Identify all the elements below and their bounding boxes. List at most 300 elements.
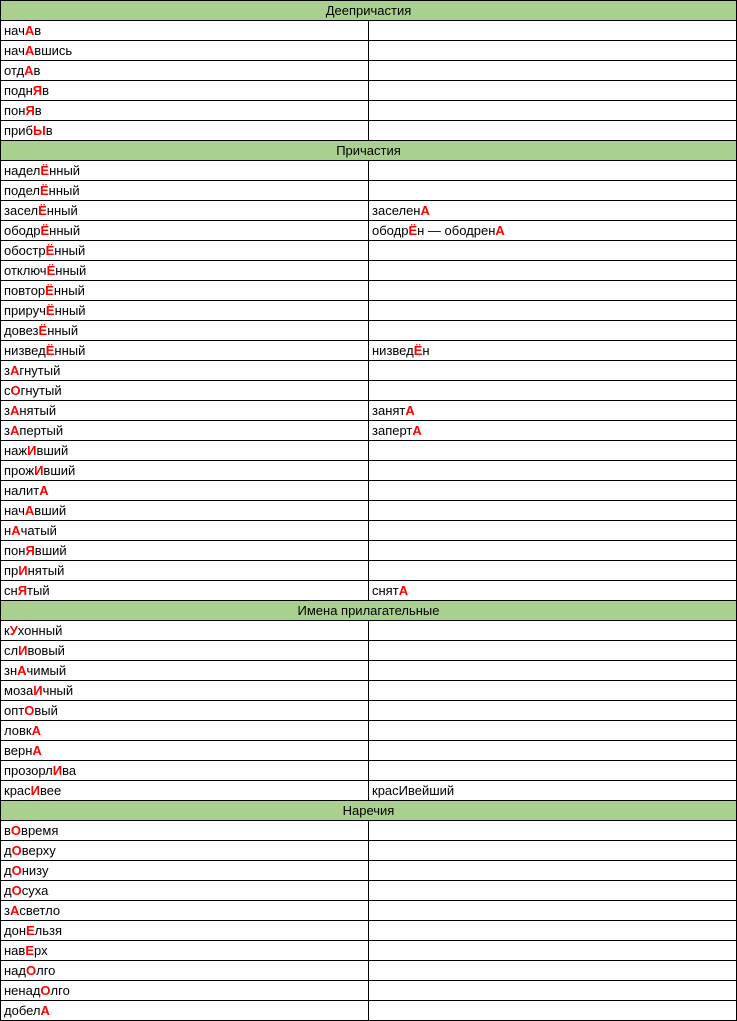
word-part: нятый (27, 563, 65, 578)
table-row (1, 841, 737, 861)
note-cell[interactable] (369, 881, 737, 901)
word-part: ободр (4, 223, 41, 238)
note-cell[interactable] (369, 41, 737, 61)
word-part: нный (54, 303, 86, 318)
stressed-letter: А (24, 63, 34, 78)
word-cell[interactable] (1, 621, 369, 641)
table-row (1, 201, 737, 221)
stressed-letter: А (31, 723, 41, 738)
word-part: в (33, 63, 41, 78)
word-part: н (422, 343, 430, 358)
stressed-letter: А (495, 223, 505, 238)
word-part: налит (4, 483, 40, 498)
word-part: лго (36, 963, 56, 978)
word-cell[interactable] (1, 221, 369, 241)
word-part: красИвейший (372, 783, 455, 798)
word-cell[interactable] (1, 661, 369, 681)
table-row (1, 981, 737, 1001)
table-row (1, 221, 737, 241)
table-row (1, 921, 737, 941)
word-part: д (4, 883, 12, 898)
note-cell[interactable] (369, 441, 737, 461)
word-cell[interactable] (1, 441, 369, 461)
word-part: низвед (372, 343, 414, 358)
table-row (1, 61, 737, 81)
stressed-letter: А (9, 423, 20, 438)
note-cell[interactable] (369, 61, 737, 81)
word-part: над (4, 963, 26, 978)
stressed-letter: Ё (46, 263, 56, 278)
stressed-letter: Ё (39, 183, 49, 198)
word-part: нный (53, 283, 85, 298)
word-cell[interactable] (1, 241, 369, 261)
word-part: нач (4, 23, 25, 38)
word-part: заперт (372, 423, 413, 438)
word-part: в (4, 823, 11, 838)
stressed-letter: Ё (40, 223, 50, 238)
note-cell[interactable] (369, 421, 737, 441)
word-part: нный (54, 243, 86, 258)
word-cell[interactable] (1, 461, 369, 481)
note-cell[interactable] (369, 861, 737, 881)
word-part: довез (4, 323, 39, 338)
table-row (1, 81, 737, 101)
word-part: н (4, 523, 12, 538)
stressed-letter: Я (25, 543, 35, 558)
word-part: низу (21, 863, 49, 878)
note-cell[interactable] (369, 481, 737, 501)
table-row (1, 661, 737, 681)
section-title[interactable]: Наречия (1, 801, 737, 821)
word-cell[interactable] (1, 21, 369, 41)
word-part: прозорл (4, 763, 53, 778)
stressed-letter: А (17, 663, 27, 678)
table-row (1, 881, 737, 901)
word-cell[interactable] (1, 361, 369, 381)
word-cell[interactable] (1, 301, 369, 321)
stressed-letter: Е (25, 943, 34, 958)
stressed-letter: О (10, 383, 21, 398)
word-part: в (42, 83, 49, 98)
note-cell[interactable] (369, 301, 737, 321)
stressed-letter: Я (25, 103, 35, 118)
word-part: вший (34, 543, 67, 558)
word-part: подн (4, 83, 33, 98)
note-cell[interactable] (369, 981, 737, 1001)
word-part: вший (34, 503, 67, 518)
note-cell[interactable] (369, 761, 737, 781)
word-cell[interactable] (1, 941, 369, 961)
stressed-letter: Ё (45, 303, 55, 318)
table-row (1, 401, 737, 421)
note-cell[interactable] (369, 561, 737, 581)
stressed-letter: Ё (45, 343, 55, 358)
word-cell[interactable] (1, 781, 369, 801)
note-cell[interactable] (369, 741, 737, 761)
section-header-row (1, 1, 737, 21)
word-part: лго (50, 983, 70, 998)
word-cell[interactable] (1, 401, 369, 421)
stressed-letter: Ё (45, 283, 54, 298)
word-part: з (4, 423, 10, 438)
word-cell[interactable] (1, 501, 369, 521)
word-part: нный (49, 163, 81, 178)
word-part: дон (4, 923, 26, 938)
stressed-letter: А (32, 743, 42, 758)
word-part: гнутый (20, 383, 62, 398)
word-part: опт (4, 703, 25, 718)
word-part: верху (21, 843, 56, 858)
word-part: заселен (372, 203, 421, 218)
section-header-row (1, 141, 737, 161)
word-part: льзя (34, 923, 63, 938)
table-row (1, 381, 737, 401)
table-row (1, 941, 737, 961)
note-cell[interactable] (369, 221, 737, 241)
note-cell[interactable] (369, 281, 737, 301)
note-cell[interactable] (369, 401, 737, 421)
stressed-letter: А (405, 403, 415, 418)
word-cell[interactable] (1, 121, 369, 141)
table-row (1, 761, 737, 781)
word-part: нный (46, 203, 78, 218)
word-part: нный (49, 223, 81, 238)
word-part: ва (62, 763, 77, 778)
word-part: нный (54, 343, 86, 358)
stressed-letter: И (33, 683, 43, 698)
note-cell[interactable] (369, 641, 737, 661)
word-part: нятый (19, 403, 57, 418)
note-cell[interactable] (369, 521, 737, 541)
word-cell[interactable] (1, 841, 369, 861)
word-part: отключ (4, 263, 47, 278)
word-part: прож (4, 463, 35, 478)
word-cell[interactable] (1, 1001, 369, 1021)
note-cell[interactable] (369, 261, 737, 281)
word-part: сн (4, 583, 18, 598)
table-row (1, 681, 737, 701)
note-cell[interactable] (369, 201, 737, 221)
word-part: д (4, 863, 12, 878)
word-cell[interactable] (1, 321, 369, 341)
table-row (1, 161, 737, 181)
word-cell[interactable] (1, 281, 369, 301)
word-part: нач (4, 43, 25, 58)
table-row (1, 341, 737, 361)
word-part: ловк (4, 723, 32, 738)
note-cell[interactable] (369, 121, 737, 141)
note-cell[interactable] (369, 461, 737, 481)
word-cell[interactable] (1, 201, 369, 221)
table-row (1, 21, 737, 41)
word-part: пон (4, 543, 26, 558)
word-part: тый (27, 583, 50, 598)
word-part: повтор (4, 283, 46, 298)
word-part: низвед (4, 343, 46, 358)
stressed-letter: Ё (413, 343, 423, 358)
table-row (1, 521, 737, 541)
word-cell[interactable] (1, 961, 369, 981)
word-cell[interactable] (1, 61, 369, 81)
stressed-letter: И (34, 463, 44, 478)
word-part: нный (48, 183, 80, 198)
table-row (1, 281, 737, 301)
stressed-letter: О (11, 863, 22, 878)
word-part: з (4, 363, 10, 378)
note-cell[interactable] (369, 721, 737, 741)
stressed-letter: О (10, 823, 22, 838)
word-part: чимый (26, 663, 67, 678)
stressed-letter: Ы (32, 123, 46, 138)
stressed-letter: А (9, 903, 20, 918)
stressed-letter: А (420, 203, 430, 218)
table-row (1, 901, 737, 921)
word-cell[interactable] (1, 541, 369, 561)
table-row (1, 321, 737, 341)
note-cell[interactable] (369, 161, 737, 181)
note-cell[interactable] (369, 621, 737, 641)
table-row (1, 861, 737, 881)
word-cell[interactable] (1, 741, 369, 761)
word-cell[interactable] (1, 521, 369, 541)
section-title[interactable]: Причастия (1, 141, 737, 161)
word-cell[interactable] (1, 641, 369, 661)
word-part: д (4, 843, 12, 858)
word-cell[interactable] (1, 101, 369, 121)
stressed-letter: И (18, 643, 28, 658)
stressed-letter: Ё (408, 223, 418, 238)
word-part: засел (4, 203, 39, 218)
note-cell[interactable] (369, 921, 737, 941)
table-row (1, 241, 737, 261)
stressed-letter: Е (26, 923, 35, 938)
word-part: верн (4, 743, 33, 758)
word-part: нный (47, 323, 79, 338)
stressed-letter: Ё (38, 203, 47, 218)
note-cell[interactable] (369, 341, 737, 361)
word-cell[interactable] (1, 701, 369, 721)
table-row (1, 421, 737, 441)
word-part: с (4, 383, 11, 398)
table-row (1, 441, 737, 461)
word-cell[interactable] (1, 161, 369, 181)
note-cell[interactable] (369, 681, 737, 701)
word-part: моза (4, 683, 34, 698)
word-cell[interactable] (1, 561, 369, 581)
stressed-letter: Ё (45, 243, 55, 258)
word-cell[interactable] (1, 901, 369, 921)
word-part: чный (42, 683, 74, 698)
word-cell[interactable] (1, 181, 369, 201)
word-part: отд (4, 63, 25, 78)
word-cell[interactable] (1, 481, 369, 501)
table-row (1, 481, 737, 501)
table-row (1, 561, 737, 581)
note-cell[interactable] (369, 1001, 737, 1021)
table-row (1, 721, 737, 741)
note-cell[interactable] (369, 701, 737, 721)
word-part: крас (4, 783, 31, 798)
word-part: суха (21, 883, 49, 898)
table-row (1, 101, 737, 121)
table-row (1, 741, 737, 761)
word-part: надел (4, 163, 41, 178)
word-part: в (45, 123, 53, 138)
word-part: н — ободрен (417, 223, 496, 238)
word-part: добел (4, 1003, 41, 1018)
stressed-letter: А (398, 583, 409, 598)
table-row (1, 261, 737, 281)
word-part: вый (34, 703, 58, 718)
stressed-letter: О (40, 983, 51, 998)
stressed-letter: Я (32, 83, 43, 98)
word-part: пр (4, 563, 19, 578)
stressed-letter: О (24, 703, 35, 718)
word-cell[interactable] (1, 381, 369, 401)
table-row (1, 641, 737, 661)
section-title[interactable]: Деепричастия (1, 1, 737, 21)
note-cell[interactable] (369, 541, 737, 561)
word-cell[interactable] (1, 261, 369, 281)
word-part: нный (55, 263, 87, 278)
word-part: сл (4, 643, 19, 658)
table-row (1, 501, 737, 521)
word-part: обостр (4, 243, 46, 258)
stressed-letter: О (26, 963, 37, 978)
word-part: чатый (20, 523, 57, 538)
word-cell[interactable] (1, 81, 369, 101)
note-cell[interactable] (369, 581, 737, 601)
note-cell[interactable] (369, 941, 737, 961)
word-part: пон (4, 103, 26, 118)
word-part: вший (36, 443, 69, 458)
note-cell[interactable] (369, 821, 737, 841)
table-body (1, 1, 737, 1021)
table-row (1, 581, 737, 601)
table-row (1, 821, 737, 841)
stressed-letter: А (11, 523, 21, 538)
word-part: вовый (27, 643, 65, 658)
word-part: з (4, 403, 10, 418)
word-part: ободр (372, 223, 409, 238)
section-header-row (1, 801, 737, 821)
note-cell[interactable] (369, 381, 737, 401)
stressed-letter: Я (17, 583, 28, 598)
word-part: прируч (4, 303, 46, 318)
stressed-letter: А (9, 403, 20, 418)
note-cell[interactable] (369, 501, 737, 521)
word-cell[interactable] (1, 421, 369, 441)
word-cell[interactable] (1, 41, 369, 61)
table-row (1, 621, 737, 641)
stressed-letter: Ё (38, 323, 48, 338)
word-part: приб (4, 123, 33, 138)
word-part: в (34, 23, 42, 38)
word-part: рх (34, 943, 48, 958)
word-part: гнутый (19, 363, 61, 378)
table-row (1, 541, 737, 561)
word-part: вшись (34, 43, 73, 58)
word-cell[interactable] (1, 821, 369, 841)
table-row (1, 181, 737, 201)
table-row (1, 961, 737, 981)
word-part: светло (19, 903, 61, 918)
stressed-letter: У (9, 623, 18, 638)
note-cell[interactable] (369, 961, 737, 981)
note-cell[interactable] (369, 181, 737, 201)
table-row (1, 121, 737, 141)
word-part: вший (43, 463, 76, 478)
word-cell[interactable] (1, 721, 369, 741)
note-cell[interactable] (369, 321, 737, 341)
stressed-letter: А (24, 503, 35, 518)
word-cell[interactable] (1, 341, 369, 361)
note-cell[interactable] (369, 901, 737, 921)
word-part: ненад (4, 983, 41, 998)
stressed-letter: А (24, 43, 35, 58)
word-part: наж (4, 443, 28, 458)
stressed-letter: О (11, 843, 22, 858)
word-part: подел (4, 183, 40, 198)
table-row (1, 41, 737, 61)
word-part: нав (4, 943, 26, 958)
stressed-letter: И (18, 563, 28, 578)
word-part: к (4, 623, 10, 638)
section-header-row (1, 601, 737, 621)
table-row (1, 781, 737, 801)
word-part: время (21, 823, 59, 838)
stressed-letter: О (11, 883, 22, 898)
word-part: з (4, 903, 10, 918)
stressed-letter: И (27, 443, 37, 458)
section-title[interactable]: Имена прилагательные (1, 601, 737, 621)
stressed-letter: А (412, 423, 422, 438)
word-part: в (34, 103, 42, 118)
note-cell[interactable] (369, 661, 737, 681)
word-cell[interactable] (1, 881, 369, 901)
note-cell[interactable] (369, 841, 737, 861)
table-row (1, 361, 737, 381)
word-cell[interactable] (1, 981, 369, 1001)
word-part: пертый (19, 423, 64, 438)
stressed-letter: Ё (40, 163, 50, 178)
stressed-letter: А (9, 363, 20, 378)
stressed-letter: А (40, 1003, 50, 1018)
stressed-letter: И (30, 783, 40, 798)
word-cell[interactable] (1, 861, 369, 881)
word-cell[interactable] (1, 761, 369, 781)
word-part: занят (372, 403, 406, 418)
word-part: вее (40, 783, 62, 798)
note-cell[interactable] (369, 241, 737, 261)
note-cell[interactable] (369, 81, 737, 101)
word-cell[interactable] (1, 581, 369, 601)
stressed-letter: А (39, 483, 49, 498)
table-row (1, 701, 737, 721)
stressed-letter: И (52, 763, 63, 778)
word-part: хонный (17, 623, 63, 638)
note-cell[interactable] (369, 361, 737, 381)
note-cell[interactable] (369, 781, 737, 801)
word-part: снят (372, 583, 399, 598)
stressed-letter: А (24, 23, 35, 38)
note-cell[interactable] (369, 21, 737, 41)
note-cell[interactable] (369, 101, 737, 121)
word-cell[interactable] (1, 921, 369, 941)
word-cell[interactable] (1, 681, 369, 701)
word-part: нач (4, 503, 25, 518)
table-row (1, 1001, 737, 1021)
